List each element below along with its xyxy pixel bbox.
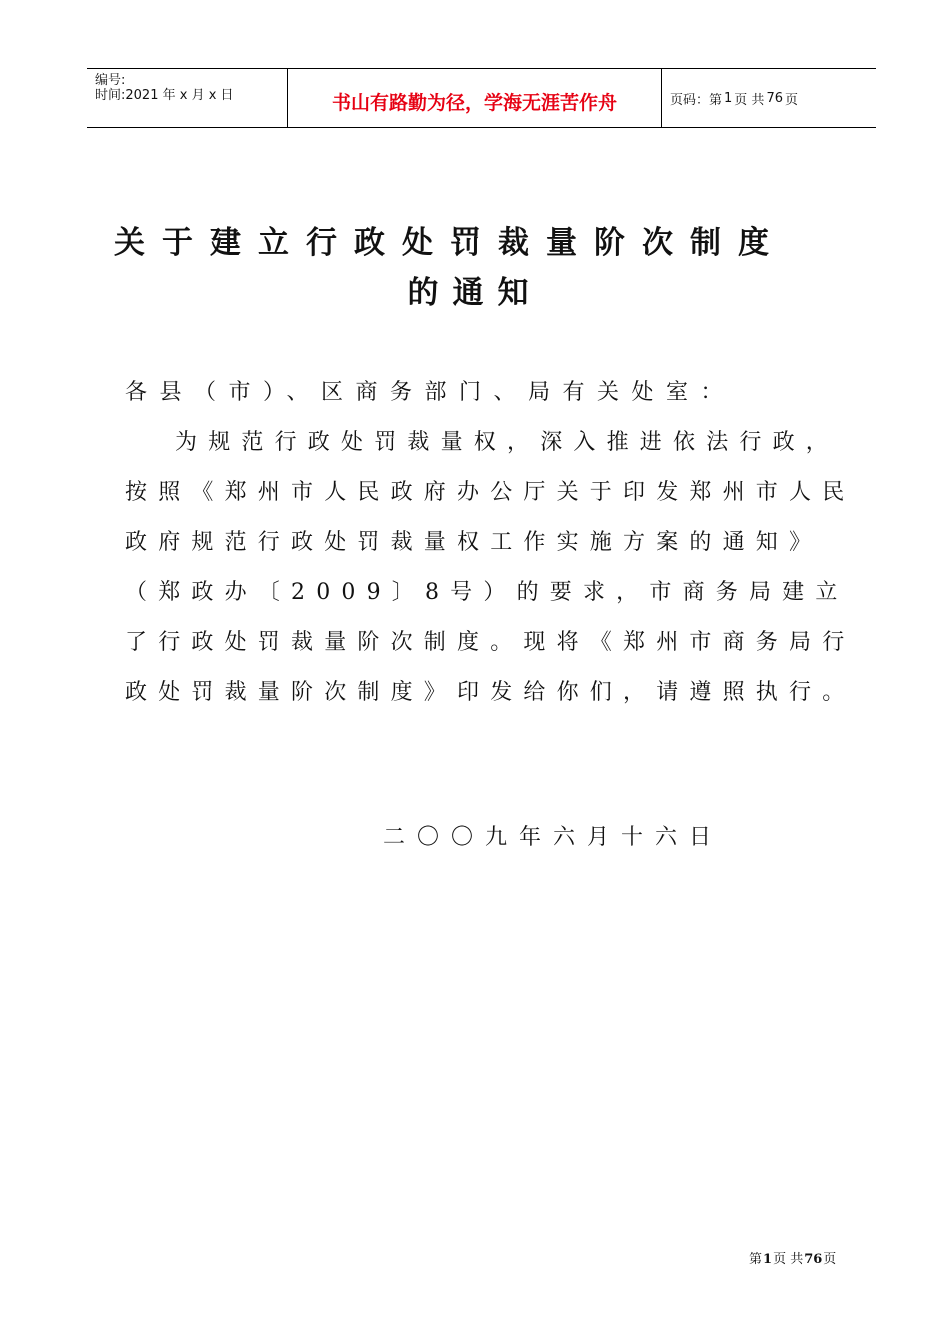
issue-date: 二〇〇九年六月十六日 xyxy=(383,825,724,850)
page-current: 1 xyxy=(724,90,733,106)
document-title-line2: 的通知 xyxy=(407,275,543,311)
page-footer xyxy=(749,1248,836,1267)
document-title-line1: 关于建立行政处罚裁量阶次制度 xyxy=(114,225,786,261)
time-value: 2021 年 x 月 x 日 xyxy=(125,88,234,103)
page-mid: 页 共 xyxy=(734,92,765,108)
footer-mid: 页 共 xyxy=(773,1252,804,1267)
footer-total: 76 xyxy=(804,1252,823,1267)
document-number-label: 编号: xyxy=(95,73,126,88)
addressee: 各县（市）、区商务部门、局有关处室： xyxy=(125,380,736,405)
header-meta xyxy=(87,69,288,127)
page-total: 76 xyxy=(766,90,783,106)
page-header xyxy=(87,68,876,128)
footer-prefix: 第 xyxy=(749,1252,763,1267)
body-paragraph xyxy=(125,418,865,718)
header-motto: 书山有路勤为径，学海无涯苦作舟 xyxy=(288,69,662,127)
document-time xyxy=(95,88,287,103)
page-label: 页码：第 xyxy=(670,92,723,108)
page-end: 页 xyxy=(784,92,798,108)
header-page-number xyxy=(662,69,876,127)
body-text: 为规范行政处罚裁量权，深入推进依法行政，按照《郑州市人民政府办公厅关于印发郑州市人民政府规范行政处罚裁量权工作实施方案的通知》（郑政办〔2009〕8号）的要求，市商务局建立了行政处罚裁量阶次制度。现将《郑州市商务局行政处罚裁量阶次制度》印发给你们，请遵照执行。 xyxy=(125,430,856,705)
footer-current: 1 xyxy=(763,1252,773,1267)
footer-suffix: 页 xyxy=(823,1252,837,1267)
time-label: 时间: xyxy=(95,88,126,103)
